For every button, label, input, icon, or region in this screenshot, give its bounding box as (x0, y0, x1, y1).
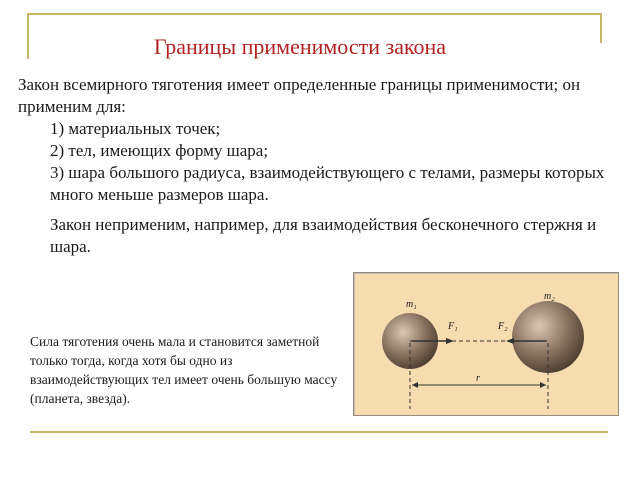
label-m2: m₂ (544, 291, 555, 302)
label-f1: F₁ (448, 321, 458, 332)
label-r: r (476, 373, 480, 384)
distance-arrow-right (540, 382, 546, 388)
force-f2-arrowhead (506, 338, 514, 344)
label-f2: F₂ (498, 321, 508, 332)
intro-paragraph: Закон всемирного тяготения имеет определенные границы применимости; он применим для: (18, 75, 581, 116)
list-item-2: 2) тел, имеющих форму шара; (50, 141, 269, 160)
force-f1-arrowhead (446, 338, 454, 344)
distance-arrow-left (412, 382, 418, 388)
exception-paragraph: Закон неприменим, например, для взаимодействия бесконечного стержня и шара. (50, 215, 597, 256)
frame-top-line (27, 13, 602, 15)
frame-right-line (600, 13, 602, 43)
frame-bottom-line (30, 431, 608, 433)
slide-title: Границы применимости закона (153, 34, 447, 59)
two-spheres-diagram (354, 273, 618, 415)
list-item-3: 3) шара большого радиуса, взаимодействующего с телами, размеры которых много меньше размеров шара. (50, 163, 605, 204)
sphere-m2 (512, 301, 584, 373)
list-item-1: 1) материальных точек; (50, 119, 221, 138)
gravitation-figure (353, 272, 619, 416)
side-note: Сила тяготения очень мала и становится заметной только тогда, когда хотя бы одно из взаимодействующих тел имеет очень большую массу (планета, звезда). (30, 334, 338, 406)
label-m1: m₁ (406, 299, 417, 310)
